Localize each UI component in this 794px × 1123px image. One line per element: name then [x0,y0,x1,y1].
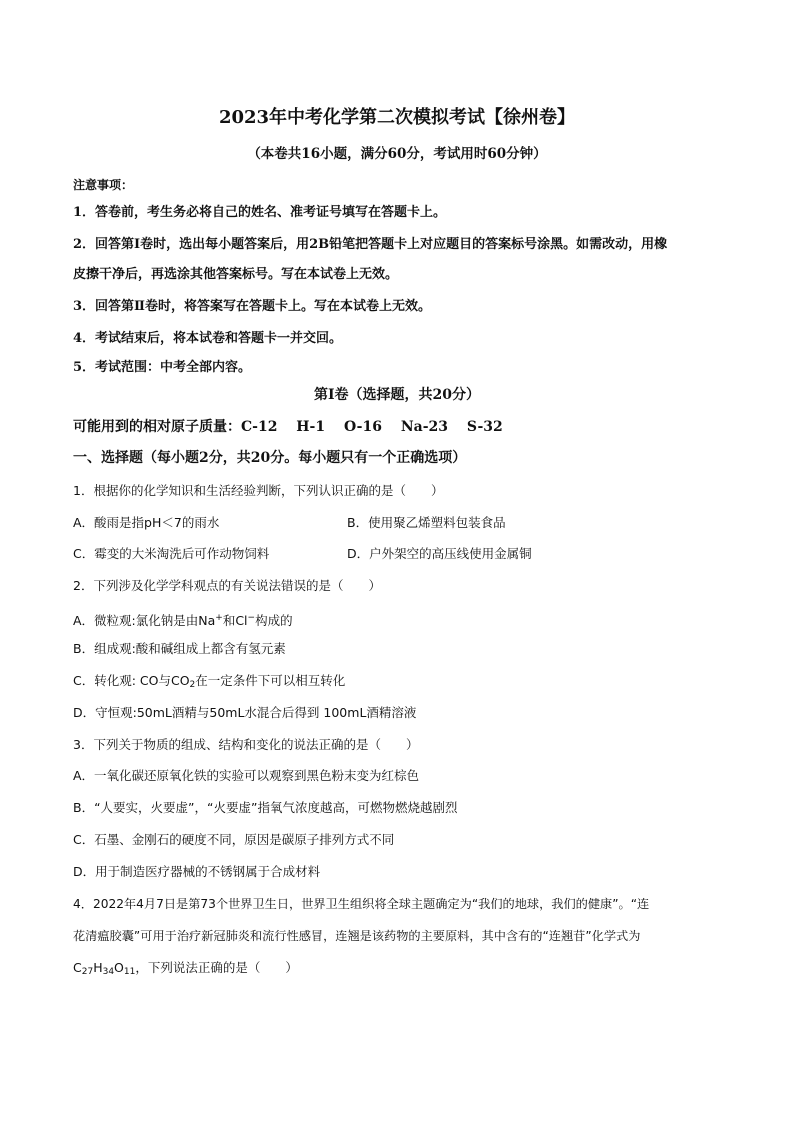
exam-info: （本卷共16小题，满分60分，考试用时60分钟） [247,146,547,162]
section-heading: 一、选择题（每小题2分，共20分。每小题只有一个正确选项） [73,450,467,466]
q4-stem-line1: 4．2022年4月7日是第73个世界卫生日，世界卫生组织将全球主题确定为“我们的地球，我们的健康”。“连 [73,897,650,911]
q1-option-d: D．户外架空的高压线使用金属铜 [347,546,532,561]
q1-option-a: A．酸雨是指pH＜7的雨水 [73,515,220,530]
q1-stem: 1．根据你的化学知识和生活经验判断，下列认识正确的是（ ） [73,483,444,498]
formula-c: C [73,960,82,975]
q3-option-a: A．一氧化碳还原氧化铁的实验可以观察到黑色粉末变为红棕色 [73,768,420,783]
formula-h: H [93,960,103,975]
notes-heading: 注意事项： [73,178,134,192]
note-3: 3．回答第Ⅱ卷时，将答案写在答题卡上。写在本试卷上无效。 [73,299,432,314]
q3-option-b: B．“人要实，火要虚”，“火要虚”指氧气浓度越高，可燃物燃烧越剧烈 [73,800,458,815]
q3-option-d: D．用于制造医疗器械的不锈钢属于合成材料 [73,864,321,879]
q1-option-c: C．霉变的大米淘洗后可作动物饲料 [73,546,270,561]
note-5: 5．考试范围：中考全部内容。 [73,360,252,375]
page-title: 2023年中考化学第二次模拟考试【徐州卷】 [218,107,576,128]
q2-option-d: D．守恒观:50mL酒精与50mL水混合后得到 100mL酒精溶液 [73,705,417,720]
q2-stem: 2．下列涉及化学学科观点的有关说法错误的是（ ） [73,578,381,593]
q1-option-b: B．使用聚乙烯塑料包装食品 [347,515,506,530]
note-1: 1．答卷前，考生务必将自己的姓名、准考证号填写在答题卡上。 [73,205,447,220]
note-2-cont: 皮擦干净后，再选涂其他答案标号。写在本试卷上无效。 [73,267,399,282]
q2-option-b: B．组成观:酸和碱组成上都含有氢元素 [73,641,286,656]
q2-option-c: C．转化观: CO与$CO_2$在一定条件下可以相互转化 [73,673,346,690]
formula-o: O [114,960,124,975]
q4-stem-line2: 花清瘟胶囊”可用于治疗新冠肺炎和流行性感冒，连翘是该药物的主要原料，其中含有的“连翘苷”化学式为 [73,929,641,943]
q2-option-a: A．微粒观:氯化钠是由Na+和Cl−构成的 [73,613,293,628]
q3-stem: 3．下列关于物质的组成、结构和变化的说法正确的是（ ） [73,737,419,752]
q3-option-c: C．石墨、金刚石的硬度不同，原因是碳原子排列方式不同 [73,832,395,847]
note-2: 2．回答第Ⅰ卷时，选出每小题答案后，用2B铅笔把答题卡上对应题目的答案标号涂黑。如需改动，用橡 [73,237,668,252]
note-4: 4．考试结束后，将本试卷和答题卡一并交回。 [73,331,343,346]
q4-stem-line3: $C_{27}H_{34}O_{11}$，下列说法正确的是（ ） [73,960,298,977]
atomic-masses: 可能用到的相对原子质量：C-12 H-1 O-16 Na-23 S-32 [73,419,503,435]
part1-heading: 第Ⅰ卷（选择题，共20分） [313,387,481,403]
